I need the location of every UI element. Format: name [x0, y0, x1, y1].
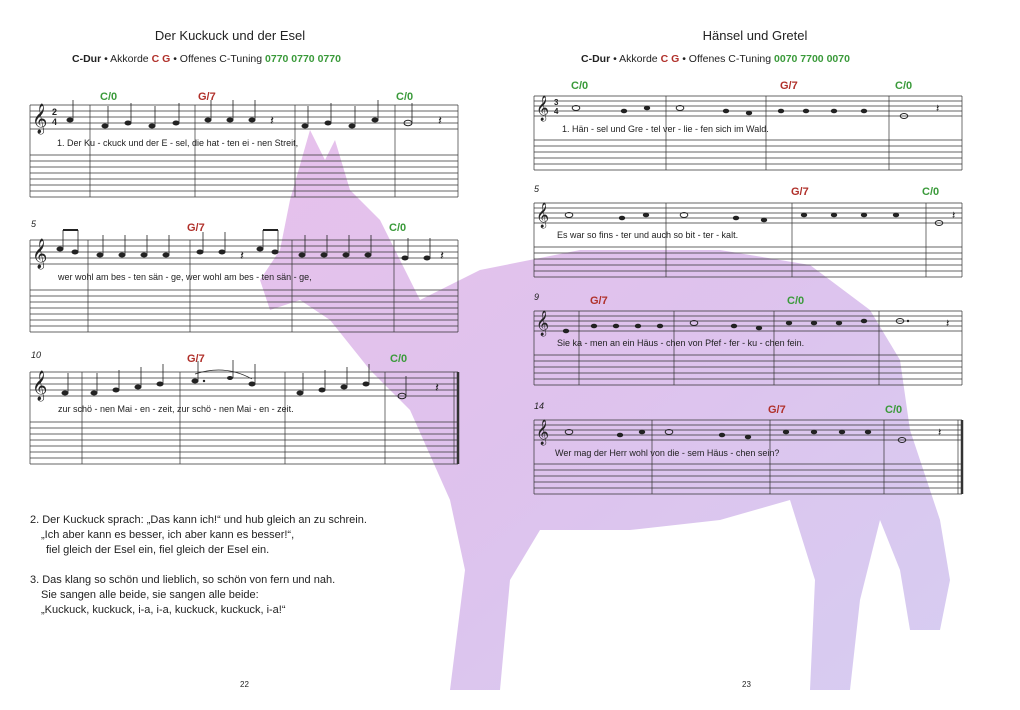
chord-symbol: C/0 — [390, 353, 408, 365]
svg-text:𝄞: 𝄞 — [536, 311, 550, 336]
tuning-tab: 0770 0770 0770 — [265, 53, 341, 65]
verse-2-line-3: fiel gleich der Esel ein, fiel gleich der Esel ein. — [46, 544, 270, 556]
chords-label: Akkorde — [619, 53, 658, 65]
svg-text:𝄞: 𝄞 — [536, 203, 550, 228]
svg-text:𝄽: 𝄽 — [435, 380, 439, 395]
tuning-label: Offenes C-Tuning — [179, 53, 263, 65]
svg-text:𝄞: 𝄞 — [32, 104, 48, 134]
separator: • — [173, 53, 177, 65]
svg-text:4: 4 — [554, 107, 559, 116]
lyrics-line: zur schö - nen Mai - en - zeit, zur schö - nen Mai - en - zeit. — [58, 404, 294, 414]
left-subtitle — [72, 53, 341, 65]
music-staff-system-r3 — [534, 311, 964, 391]
bar-number: 10 — [31, 350, 42, 360]
music-staff-system-r4 — [534, 420, 964, 500]
separator: • — [104, 53, 108, 65]
key-label: C-Dur — [72, 53, 102, 65]
chord-symbol: C/0 — [922, 186, 940, 198]
chord-symbol: C/0 — [885, 404, 903, 416]
chord-symbol: G/7 — [780, 80, 798, 92]
lyrics-line: Sie ka - men an ein Häus - chen von Pfef - fer - ku - chen fein. — [557, 338, 805, 348]
chord-symbol: G/7 — [198, 91, 216, 103]
bar-number: 14 — [534, 401, 545, 411]
lyrics-line: 1. Hän - sel und Gre - tel ver - lie - fen sich im Wald. — [562, 124, 769, 134]
svg-text:𝄽: 𝄽 — [438, 113, 442, 128]
music-staff-system-r2 — [534, 203, 964, 283]
chord-symbol: C/0 — [396, 91, 414, 103]
lyrics-line: wer wohl am bes - ten sän - ge, wer wohl am bes - ten sän - ge, — [58, 272, 312, 282]
verse-3-line-3: „Kuckuck, kuckuck, i-a, i-a, kuckuck, kuckuck, i-a!“ — [41, 604, 286, 616]
svg-text:𝄞: 𝄞 — [32, 371, 48, 401]
svg-text:3: 3 — [554, 98, 559, 107]
svg-text:𝄽: 𝄽 — [936, 103, 940, 115]
chord-c: C — [151, 53, 160, 65]
bar-number: 5 — [31, 219, 37, 229]
chord-symbol: G/7 — [768, 404, 786, 416]
chord-symbol: C/0 — [571, 80, 589, 92]
chord-g: G — [162, 53, 171, 65]
chord-c: C — [660, 53, 669, 65]
verse-2-line-1: 2. Der Kuckuck sprach: „Das kann ich!“ und hub gleich an zu schrein. — [30, 514, 367, 526]
lyrics-line: Wer mag der Herr wohl von die - sem Häus - chen sein? — [555, 448, 780, 458]
bar-number: 9 — [534, 292, 540, 302]
tuning-label: Offenes C-Tuning — [688, 53, 772, 65]
music-staff-system-r1 — [534, 96, 964, 176]
chord-symbol: G/7 — [791, 186, 809, 198]
svg-text:4: 4 — [52, 117, 58, 127]
chord-symbol: G/7 — [187, 222, 205, 234]
chord-symbol: C/0 — [895, 80, 913, 92]
page-number: 23 — [742, 680, 751, 689]
music-staff-system-2 — [30, 240, 460, 335]
svg-text:𝄽: 𝄽 — [240, 248, 244, 263]
svg-text:2: 2 — [52, 107, 58, 117]
left-song-title: Der Kuckuck und der Esel — [154, 28, 306, 43]
separator: • — [682, 53, 686, 65]
chord-g: G — [671, 53, 680, 65]
chord-symbol: C/0 — [787, 295, 805, 307]
svg-text:𝄽: 𝄽 — [952, 210, 956, 222]
chord-symbol: G/7 — [590, 295, 608, 307]
bar-number: 5 — [534, 184, 540, 194]
page-number: 22 — [240, 680, 249, 689]
verse-2-line-2: „Ich aber kann es besser, ich aber kann es besser!“, — [41, 529, 295, 541]
svg-text:𝄞: 𝄞 — [536, 420, 550, 445]
music-staff-system-1 — [30, 105, 460, 200]
chord-symbol: G/7 — [187, 353, 205, 365]
lyrics-line: 1. Der Ku - ckuck und der E - sel, die hat - ten ei - nen Streit, — [57, 138, 299, 148]
key-label: C-Dur — [581, 53, 611, 65]
svg-text:𝄽: 𝄽 — [440, 248, 444, 263]
right-page — [510, 0, 1020, 710]
music-staff-system-3 — [30, 372, 460, 467]
chords-label: Akkorde — [110, 53, 149, 65]
right-song-title: Hänsel und Gretel — [702, 28, 808, 43]
svg-text:𝄽: 𝄽 — [938, 427, 942, 439]
verse-3-line-2: Sie sangen alle beide, sie sangen alle beide: — [41, 589, 259, 601]
chord-symbol: C/0 — [389, 222, 407, 234]
verse-3-line-1: 3. Das klang so schön und lieblich, so schön von fern und nah. — [30, 574, 336, 586]
tuning-tab: 0070 7700 0070 — [774, 53, 850, 65]
svg-text:𝄽: 𝄽 — [270, 113, 274, 128]
chord-symbol: C/0 — [100, 91, 118, 103]
svg-text:𝄞: 𝄞 — [536, 96, 550, 121]
svg-text:𝄽: 𝄽 — [946, 318, 950, 330]
svg-text:𝄞: 𝄞 — [32, 239, 48, 269]
lyrics-line: Es war so fins - ter und auch so bit - ter - kalt. — [557, 230, 739, 240]
right-subtitle — [581, 53, 850, 65]
separator: • — [613, 53, 617, 65]
